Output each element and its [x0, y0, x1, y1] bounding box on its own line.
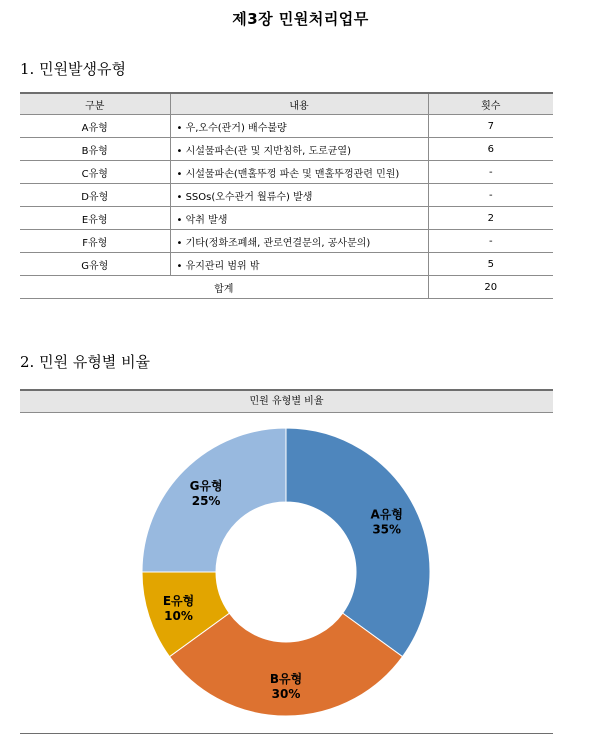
- page-title: 제3장 민원처리업무: [232, 10, 369, 28]
- table-row: [20, 230, 553, 253]
- table-total-row: [20, 276, 553, 299]
- table-row: [20, 184, 553, 207]
- row-count: -: [428, 161, 553, 184]
- table-row: [20, 207, 553, 230]
- section-heading-complaint-types: 1. 민원발생유형: [20, 60, 127, 78]
- row-description: • 악취 발생: [170, 207, 428, 230]
- row-description: • 유지관리 범위 밖: [170, 253, 428, 276]
- row-count: 6: [428, 138, 553, 161]
- row-count: 7: [428, 115, 553, 138]
- slice-percent-label: 25%: [191, 494, 221, 509]
- table-row: [20, 138, 553, 161]
- slice-label: A유형: [370, 507, 403, 522]
- row-type: D유형: [20, 184, 170, 207]
- row-description: • 시설물파손(관 및 지반침하, 도로균열): [170, 138, 428, 161]
- donut-slice-A유형: [286, 428, 430, 657]
- slice-percent-label: 10%: [164, 608, 193, 623]
- table-row: [20, 161, 553, 184]
- chart-bottom-rule: [20, 733, 553, 734]
- section-heading-type-ratio: 2. 민원 유형별 비율: [20, 353, 151, 371]
- row-type: E유형: [20, 207, 170, 230]
- donut-chart: [20, 413, 553, 731]
- slice-percent-label: 35%: [372, 522, 402, 537]
- row-count: 5: [428, 253, 553, 276]
- column-header-content: 내용: [170, 93, 428, 115]
- row-description: • 기타(정화조폐쇄, 관로연결문의, 공사문의): [170, 230, 428, 253]
- column-header-category: 구분: [20, 93, 170, 115]
- row-count: 2: [428, 207, 553, 230]
- slice-label: G유형: [189, 479, 223, 494]
- table-row: [20, 115, 553, 138]
- total-value: 20: [428, 276, 553, 299]
- complaint-type-table: [20, 92, 553, 299]
- slice-label: B유형: [269, 672, 303, 686]
- row-count: -: [428, 184, 553, 207]
- row-type: B유형: [20, 138, 170, 161]
- row-type: C유형: [20, 161, 170, 184]
- row-description: • 시설물파손(맨홀뚜껑 파손 및 맨홀뚜껑관련 민원): [170, 161, 428, 184]
- row-count: -: [428, 230, 553, 253]
- slice-label: E유형: [162, 593, 195, 608]
- chart-header: 민원 유형별 비율: [20, 389, 553, 413]
- column-header-count: 횟수: [428, 93, 553, 115]
- table-header-row: [20, 93, 553, 115]
- row-description: • 우,오수(관거) 배수불량: [170, 115, 428, 138]
- row-type: A유형: [20, 115, 170, 138]
- row-description: • SSOs(오수관거 월류수) 발생: [170, 184, 428, 207]
- row-type: G유형: [20, 253, 170, 276]
- slice-percent-label: 30%: [271, 687, 301, 701]
- row-type: F유형: [20, 230, 170, 253]
- total-label: 합계: [20, 276, 428, 299]
- table-row: [20, 253, 553, 276]
